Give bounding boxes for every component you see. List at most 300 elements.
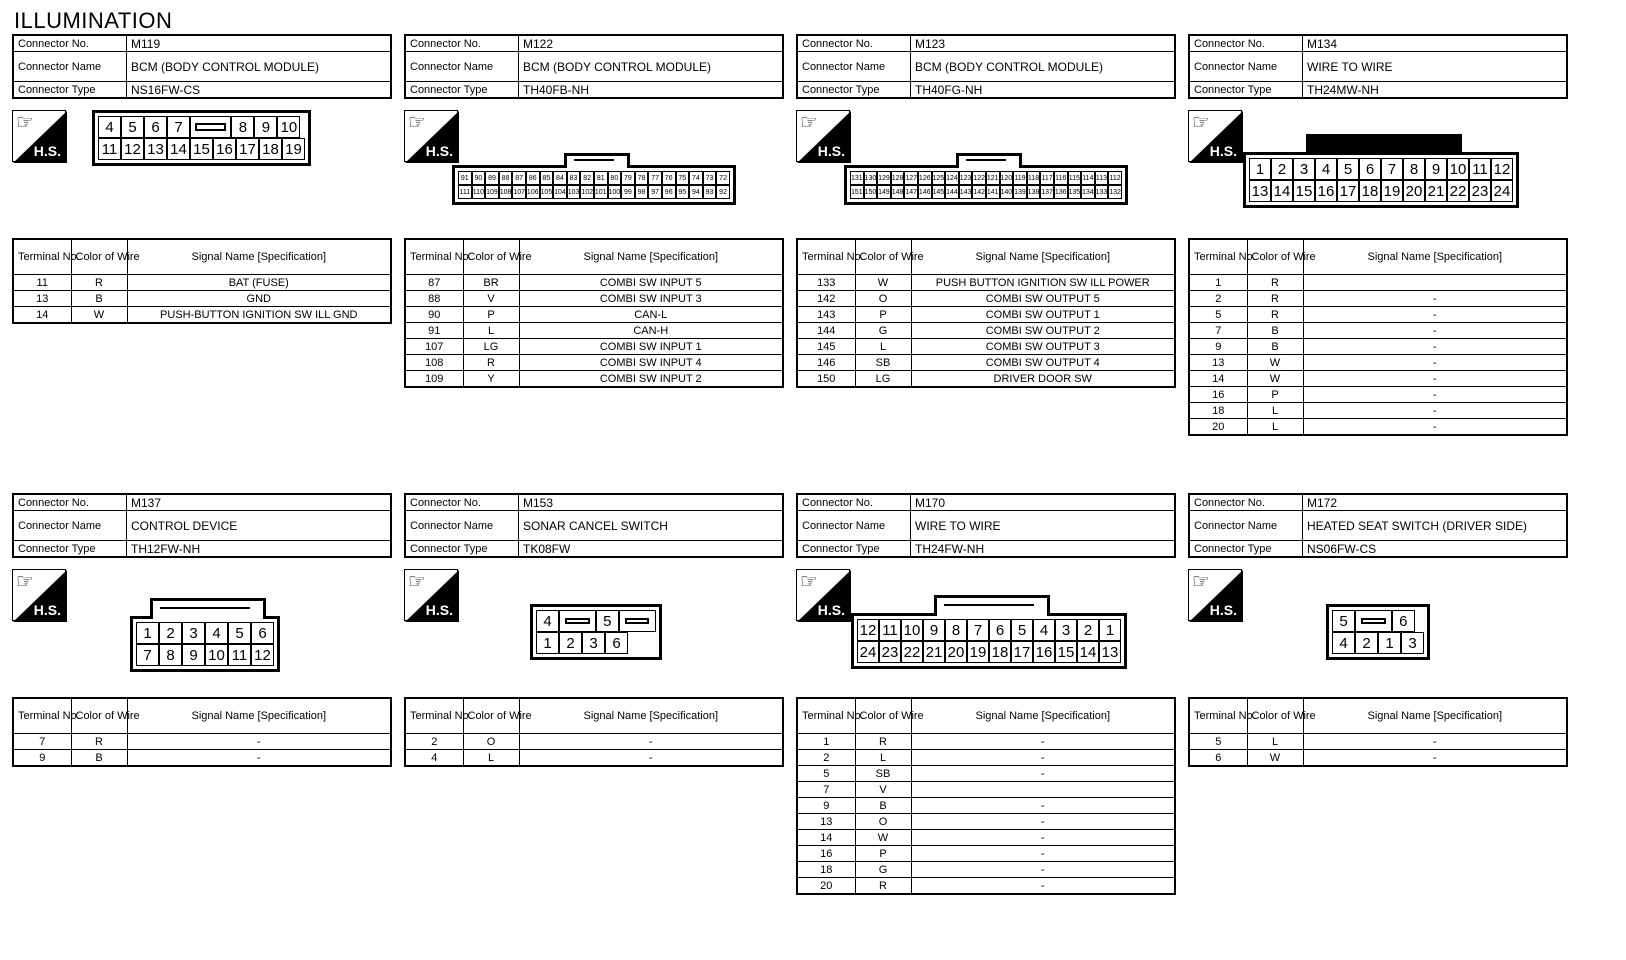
info-row [13,52,391,82]
terminal-pin: 19 [967,641,989,663]
terminal-pin: 22 [1447,180,1469,202]
terminal-pin: 8 [1403,158,1425,180]
table-row [797,339,1175,355]
terminal-pin: 142 [972,185,986,199]
terminal-pin: 88 [499,171,513,185]
info-row [13,82,391,99]
terminal-no-cell: 145 [797,339,855,355]
table-row [1189,419,1567,436]
info-row [13,511,391,541]
wire-color-cell: O [855,814,911,830]
hand-icon: ☞ [800,112,818,134]
signal-name-cell: - [519,750,783,767]
terminal-pin: 149 [877,185,891,199]
signal-name-cell: BAT (FUSE) [127,275,391,291]
wire-color-cell: R [1247,291,1303,307]
connector-name-value: WIRE TO WIRE [1303,52,1568,82]
terminal-pin: 5 [228,622,251,644]
terminal-pin: 1 [1378,632,1401,654]
key-slot-bar [195,123,227,131]
terminal-pin: 19 [282,138,305,160]
connector-name-value: BCM (BODY CONTROL MODULE) [911,52,1176,82]
connector-info-table [796,493,1176,558]
signal-name-header: Signal Name [Specification] [127,698,391,734]
table-row [1189,355,1567,371]
connector-info-table [796,34,1176,99]
terminal-pin: 6 [989,619,1011,641]
terminal-no-cell: 4 [405,750,463,767]
wire-color-cell: W [71,307,127,324]
signal-name-cell: COMBI SW INPUT 2 [519,371,783,388]
terminal-no-cell: 144 [797,323,855,339]
signal-name-cell [911,782,1175,798]
wire-color-cell: B [855,798,911,814]
table-row [13,291,391,307]
pin-row [458,185,730,199]
terminal-pin: 147 [904,185,918,199]
terminal-no-cell: 7 [13,734,71,750]
connector-name-label: Connector Name [797,511,911,541]
connector-name-value: WIRE TO WIRE [911,511,1176,541]
wire-color-header: Color of Wire [463,698,519,734]
connector-number-value: M122 [519,35,784,52]
terminal-pin: 6 [144,116,167,138]
signal-name-header: Signal Name [Specification] [519,239,783,275]
terminal-pin: 102 [580,185,594,199]
info-row [797,541,1175,558]
terminal-no-cell: 16 [1189,387,1247,403]
terminal-pin: 9 [254,116,277,138]
wire-color-cell: SB [855,766,911,782]
terminal-no-cell: 133 [797,275,855,291]
terminal-pin: 122 [972,171,986,185]
signal-name-cell: COMBI SW OUTPUT 5 [911,291,1175,307]
terminal-pin: 141 [986,185,1000,199]
terminal-pin: 135 [1068,185,1082,199]
terminal-pin: 11 [98,138,121,160]
info-row [405,35,783,52]
terminal-pin: 20 [1403,180,1425,202]
terminal-pin: 151 [850,185,864,199]
terminal-pin: 140 [1000,185,1014,199]
table-row [405,371,783,388]
terminal-table-header [405,239,783,275]
table-row [797,846,1175,862]
connector-type-label: Connector Type [13,82,127,99]
terminal-pin: 13 [1249,180,1271,202]
terminal-pin: 90 [472,171,486,185]
connector-name-value: SONAR CANCEL SWITCH [519,511,784,541]
hs-badge-label: H.S. [1209,143,1237,159]
terminal-pin: 117 [1040,171,1054,185]
table-row [405,275,783,291]
terminal-pin: 18 [989,641,1011,663]
signal-name-cell: COMBI SW OUTPUT 3 [911,339,1175,355]
lock-indicator-line [944,604,1034,606]
terminal-pin: 18 [1359,180,1381,202]
terminal-pin: 24 [1491,180,1513,202]
info-row [797,494,1175,511]
terminal-pin: 7 [967,619,989,641]
terminal-pin: 127 [904,171,918,185]
info-row [797,511,1175,541]
terminal-table-header [1189,239,1567,275]
wire-color-cell: L [855,750,911,766]
connector-key-slot [619,610,656,632]
connector-lock-tab [1306,134,1462,155]
pin-row [857,641,1121,663]
terminal-pin: 2 [159,622,182,644]
lock-indicator-line [574,159,614,161]
terminal-pin: 20 [945,641,967,663]
connector-block [1188,493,1568,764]
connector-type-value: TH40FB-NH [519,82,784,99]
terminal-pin: 3 [1293,158,1315,180]
connector-info-table [1188,34,1568,99]
wire-color-cell: O [855,291,911,307]
terminal-pin: 84 [553,171,567,185]
hs-badge-label: H.S. [425,143,453,159]
wire-color-cell: R [463,355,519,371]
terminal-pin: 13 [144,138,167,160]
hs-badge-label: H.S. [425,602,453,618]
terminal-table [1188,697,1568,767]
connector-face-diagram [851,613,1127,669]
terminal-pin: 133 [1095,185,1109,199]
terminal-pin: 3 [182,622,205,644]
info-row [1189,511,1567,541]
terminal-no-cell: 107 [405,339,463,355]
terminal-pin: 7 [167,116,190,138]
table-row [1189,307,1567,323]
terminal-pin: 111 [458,185,472,199]
table-row [1189,371,1567,387]
terminal-pin: 121 [986,171,1000,185]
terminal-pin: 22 [901,641,923,663]
terminal-pin: 120 [1000,171,1014,185]
wire-color-cell: BR [463,275,519,291]
terminal-no-cell: 18 [797,862,855,878]
wire-color-cell: B [1247,323,1303,339]
terminal-pin: 123 [959,171,973,185]
terminal-pin: 124 [945,171,959,185]
table-row [1189,734,1567,750]
signal-name-cell: - [1303,734,1567,750]
signal-name-cell: - [1303,403,1567,419]
wire-color-header: Color of Wire [855,698,911,734]
pin-row [98,116,305,138]
pin-row [850,171,1122,185]
terminal-no-header: Terminal No. [1189,239,1247,275]
connector-type-label: Connector Type [405,541,519,558]
connector-name-label: Connector Name [797,52,911,82]
terminal-pin: 15 [1055,641,1077,663]
table-row [797,878,1175,895]
wire-color-cell: P [463,307,519,323]
terminal-no-cell: 20 [1189,419,1247,436]
table-row [1189,750,1567,767]
terminal-no-cell: 7 [797,782,855,798]
terminal-no-header: Terminal No. [1189,698,1247,734]
hs-harness-side-icon [404,569,458,621]
connector-number-value: M134 [1303,35,1568,52]
terminal-pin: 13 [1099,641,1121,663]
pin-row [850,185,1122,199]
connector-number-label: Connector No. [13,35,127,52]
connector-key-slot [559,610,596,632]
connector-block [404,34,784,385]
terminal-pin: 1 [536,632,559,654]
terminal-pin: 94 [689,185,703,199]
connector-name-value: BCM (BODY CONTROL MODULE) [519,52,784,82]
terminal-pin: 104 [553,185,567,199]
terminal-pin: 3 [1055,619,1077,641]
hs-harness-side-icon [12,110,66,162]
terminal-pin: 136 [1054,185,1068,199]
wire-color-cell: LG [463,339,519,355]
pin-row [1332,610,1424,632]
hand-icon: ☞ [1192,112,1210,134]
info-row [405,82,783,99]
connector-type-label: Connector Type [1189,82,1303,99]
key-slot-bar [1361,618,1385,624]
signal-name-cell: DRIVER DOOR SW [911,371,1175,388]
terminal-no-cell: 88 [405,291,463,307]
terminal-pin: 77 [648,171,662,185]
terminal-pin: 80 [608,171,622,185]
terminal-pin: 82 [580,171,594,185]
terminal-pin: 74 [689,171,703,185]
terminal-no-cell: 9 [797,798,855,814]
terminal-no-cell: 9 [13,750,71,767]
terminal-pin: 98 [635,185,649,199]
signal-name-cell: - [911,862,1175,878]
info-row [797,35,1175,52]
table-row [797,814,1175,830]
wire-color-cell: B [71,291,127,307]
terminal-no-header: Terminal No. [13,698,71,734]
terminal-pin: 73 [703,171,717,185]
connector-info-table [12,34,392,99]
terminal-pin: 12 [251,644,274,666]
terminal-no-cell: 2 [405,734,463,750]
terminal-pin: 126 [918,171,932,185]
terminal-pin: 23 [879,641,901,663]
terminal-pin: 87 [512,171,526,185]
terminal-pin: 12 [121,138,144,160]
table-row [797,275,1175,291]
signal-name-cell: - [911,798,1175,814]
wire-color-cell: L [1247,419,1303,436]
connector-face-diagram [92,110,311,166]
wire-color-cell: V [855,782,911,798]
terminal-no-cell: 1 [1189,275,1247,291]
terminal-no-cell: 91 [405,323,463,339]
table-row [1189,387,1567,403]
terminal-pin: 14 [167,138,190,160]
terminal-pin: 146 [918,185,932,199]
connector-number-value: M137 [127,494,392,511]
terminal-pin: 24 [857,641,879,663]
wire-color-cell: P [855,307,911,323]
terminal-no-cell: 2 [1189,291,1247,307]
terminal-table [12,697,392,767]
wire-color-cell: W [1247,371,1303,387]
connector-face-diagram [844,165,1128,205]
terminal-pin: 17 [236,138,259,160]
signal-name-cell: - [911,830,1175,846]
terminal-pin: 138 [1027,185,1041,199]
wire-color-cell: R [71,734,127,750]
wire-color-cell: R [855,734,911,750]
terminal-no-cell: 87 [405,275,463,291]
connector-info-table [404,34,784,99]
terminal-pin: 12 [1491,158,1513,180]
connector-type-label: Connector Type [13,541,127,558]
terminal-pin: 108 [499,185,513,199]
connector-key-slot [1355,610,1392,632]
connector-block [12,493,392,764]
connector-block [796,493,1176,892]
terminal-no-header: Terminal No. [797,698,855,734]
lock-indicator-line [966,159,1006,161]
terminal-pin: 6 [605,632,628,654]
connector-key-slot [190,116,231,138]
connector-number-label: Connector No. [13,494,127,511]
terminal-pin: 6 [1392,610,1415,632]
terminal-pin: 11 [1469,158,1491,180]
connector-face-diagram [1326,604,1430,660]
table-row [797,371,1175,388]
connector-block [404,493,784,764]
terminal-pin: 85 [540,171,554,185]
terminal-pin: 110 [472,185,486,199]
terminal-pin: 137 [1040,185,1054,199]
terminal-pin: 4 [1033,619,1055,641]
hs-badge-label: H.S. [817,602,845,618]
terminal-pin: 125 [932,171,946,185]
wire-color-cell: O [463,734,519,750]
signal-name-cell: CAN-H [519,323,783,339]
info-row [13,494,391,511]
signal-name-cell: - [1303,307,1567,323]
table-row [405,339,783,355]
terminal-no-cell: 108 [405,355,463,371]
table-row [797,766,1175,782]
wire-color-cell: L [1247,403,1303,419]
table-row [13,750,391,767]
terminal-table [404,697,784,767]
table-row [797,355,1175,371]
table-row [13,275,391,291]
table-row [797,323,1175,339]
connector-number-value: M123 [911,35,1176,52]
connector-info-table [12,493,392,558]
hand-icon: ☞ [1192,571,1210,593]
terminal-pin: 109 [485,185,499,199]
terminal-pin: 89 [485,171,499,185]
terminal-pin: 4 [205,622,228,644]
terminal-pin: 10 [205,644,228,666]
connector-name-label: Connector Name [405,52,519,82]
terminal-pin: 10 [1447,158,1469,180]
wire-color-cell: G [855,323,911,339]
terminal-pin: 10 [901,619,923,641]
terminal-pin: 4 [1332,632,1355,654]
signal-name-cell: - [127,734,391,750]
connector-name-value: BCM (BODY CONTROL MODULE) [127,52,392,82]
terminal-no-cell: 16 [797,846,855,862]
connector-number-label: Connector No. [1189,35,1303,52]
info-row [405,511,783,541]
info-row [1189,494,1567,511]
terminal-no-cell: 5 [1189,307,1247,323]
connector-type-value: NS16FW-CS [127,82,392,99]
terminal-pin: 16 [1315,180,1337,202]
terminal-no-cell: 20 [797,878,855,895]
terminal-pin: 107 [512,185,526,199]
terminal-pin: 105 [540,185,554,199]
hs-harness-side-icon [404,110,458,162]
connector-number-label: Connector No. [405,494,519,511]
signal-name-cell: PUSH BUTTON IGNITION SW ILL POWER [911,275,1175,291]
wire-color-header: Color of Wire [1247,698,1303,734]
terminal-pin: 6 [1359,158,1381,180]
terminal-no-cell: 5 [1189,734,1247,750]
connector-info-table [404,493,784,558]
wire-color-header: Color of Wire [1247,239,1303,275]
terminal-pin: 15 [190,138,213,160]
connector-type-value: NS06FW-CS [1303,541,1568,558]
wire-color-cell: G [855,862,911,878]
terminal-pin: 3 [1401,632,1424,654]
wire-color-cell: P [1247,387,1303,403]
terminal-pin: 8 [159,644,182,666]
terminal-pin: 1 [136,622,159,644]
hand-icon: ☞ [408,112,426,134]
terminal-pin: 11 [879,619,901,641]
terminal-pin: 5 [121,116,144,138]
signal-name-header: Signal Name [Specification] [1303,239,1567,275]
info-row [405,541,783,558]
terminal-table-header [13,239,391,275]
wire-color-cell: R [71,275,127,291]
signal-name-cell: COMBI SW OUTPUT 4 [911,355,1175,371]
terminal-pin: 2 [1355,632,1378,654]
terminal-table-header [13,698,391,734]
terminal-pin: 8 [945,619,967,641]
terminal-no-cell: 14 [1189,371,1247,387]
terminal-no-header: Terminal No. [13,239,71,275]
connector-type-value: TH40FG-NH [911,82,1176,99]
terminal-pin: 144 [945,185,959,199]
wire-color-cell: W [1247,750,1303,767]
terminal-no-cell: 90 [405,307,463,323]
terminal-pin: 100 [608,185,622,199]
info-row [1189,541,1567,558]
terminal-pin: 17 [1337,180,1359,202]
table-row [797,291,1175,307]
table-row [1189,323,1567,339]
terminal-pin: 18 [259,138,282,160]
terminal-pin: 6 [251,622,274,644]
hand-icon: ☞ [800,571,818,593]
terminal-pin: 113 [1095,171,1109,185]
info-row [405,52,783,82]
signal-name-cell: - [1303,291,1567,307]
terminal-table-header [405,698,783,734]
signal-name-cell: - [1303,371,1567,387]
